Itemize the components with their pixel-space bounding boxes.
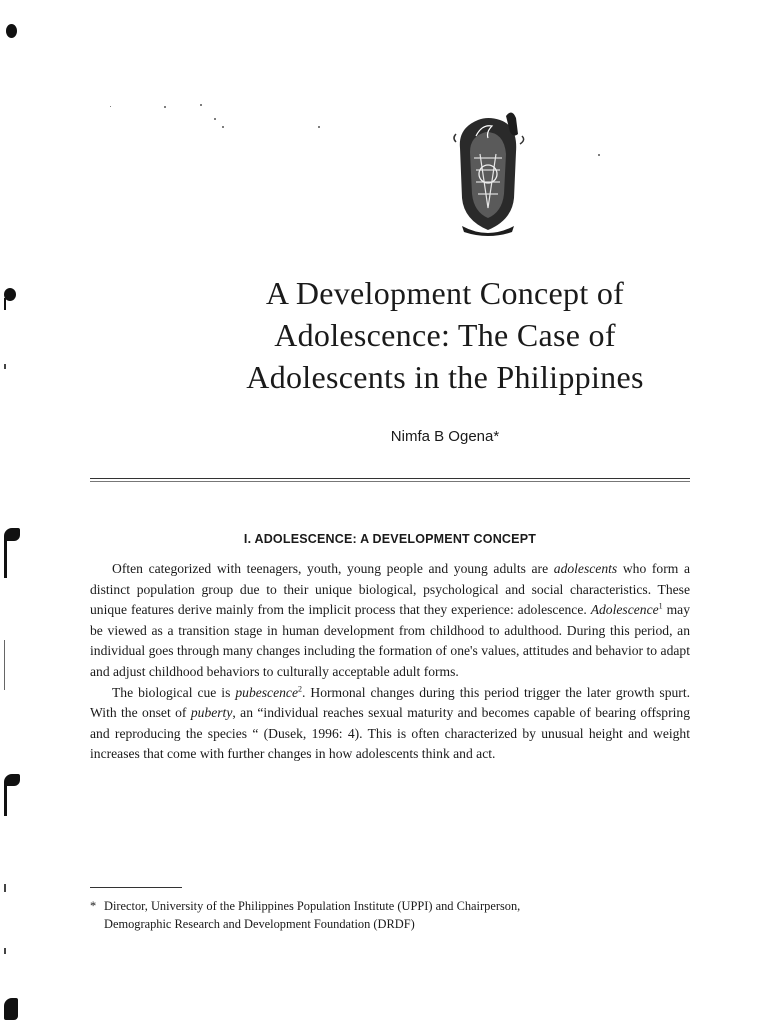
scan-speck: [318, 126, 320, 128]
italic-term: puberty: [190, 705, 233, 721]
university-seal-icon: [448, 108, 528, 240]
italic-term: adolescents: [553, 561, 618, 576]
footnote-ref: 1: [658, 601, 663, 611]
text-run: The biological cue is: [112, 684, 236, 700]
text-run: Often categorized with teenagers, youth, young people and young adults are: [112, 561, 554, 576]
scan-speck: [164, 106, 166, 108]
scan-speck: [598, 154, 600, 156]
footnote-mark: *: [90, 899, 97, 913]
scan-artifact: [4, 364, 6, 369]
italic-term: Adolescence: [590, 602, 659, 618]
scan-speck: [200, 104, 202, 106]
text-run: . Hormonal changes during this period trigger the later growth spurt. With the onset of: [90, 684, 690, 721]
scan-artifact: [4, 998, 18, 1020]
section-heading: I. ADOLESCENCE: A DEVELOPMENT CONCEPT: [243, 532, 537, 546]
title-divider: [90, 481, 690, 482]
body-text: [90, 559, 690, 765]
footnote-line: Director, University of the Philippines Population Institute (UPPI) and Chairperson,: [104, 899, 521, 913]
text-run: , an “individual reaches sexual maturity and becomes capable of bearing offspring and reproducing the species “ (Dusek, 1996: 4). This is often characterized by unusual height and weight increases that come with further changes in how adolescents think and act.: [90, 705, 690, 762]
text-run: who form a distinct population group due to their unique biological, psychological and social characteristics. These unique features derive mainly from the implicit process that they experience: adolescence.: [90, 561, 690, 618]
text-run: may be viewed as a transition stage in human development from childhood to adulthood. During this period, an individual goes through many changes including the formation of one's values, attitudes and behavior to adapt and adjust childhood behaviors to culturally acceptable adult forms.: [90, 602, 690, 679]
footnote-ref: 2: [298, 684, 302, 694]
author-name: Nimfa B Ogena*: [390, 428, 500, 445]
title-line: Adolescents in the Philippines: [246, 359, 644, 395]
scan-speck: [214, 118, 216, 120]
scan-artifact: [4, 640, 5, 690]
title-line: A Development Concept of: [265, 275, 625, 311]
italic-term: pubescence: [235, 684, 298, 700]
scan-speck: [222, 126, 224, 128]
footnote: [90, 897, 690, 933]
footnote-line: Demographic Research and Development Foundation (DRDF): [104, 917, 415, 931]
paper-title: [200, 272, 690, 398]
title-line: Adolescence: The Case of: [274, 317, 616, 353]
paragraph: [90, 559, 690, 683]
scan-artifact: [4, 536, 7, 578]
scan-artifact: [4, 948, 6, 954]
footnote-divider: [90, 887, 182, 888]
scan-artifact: [6, 24, 17, 38]
scan-artifact: [4, 782, 7, 816]
scan-speck: [110, 106, 111, 107]
scan-artifact: [4, 884, 6, 892]
title-divider: [90, 478, 690, 479]
paragraph: [90, 683, 690, 765]
scan-artifact: [4, 298, 6, 310]
